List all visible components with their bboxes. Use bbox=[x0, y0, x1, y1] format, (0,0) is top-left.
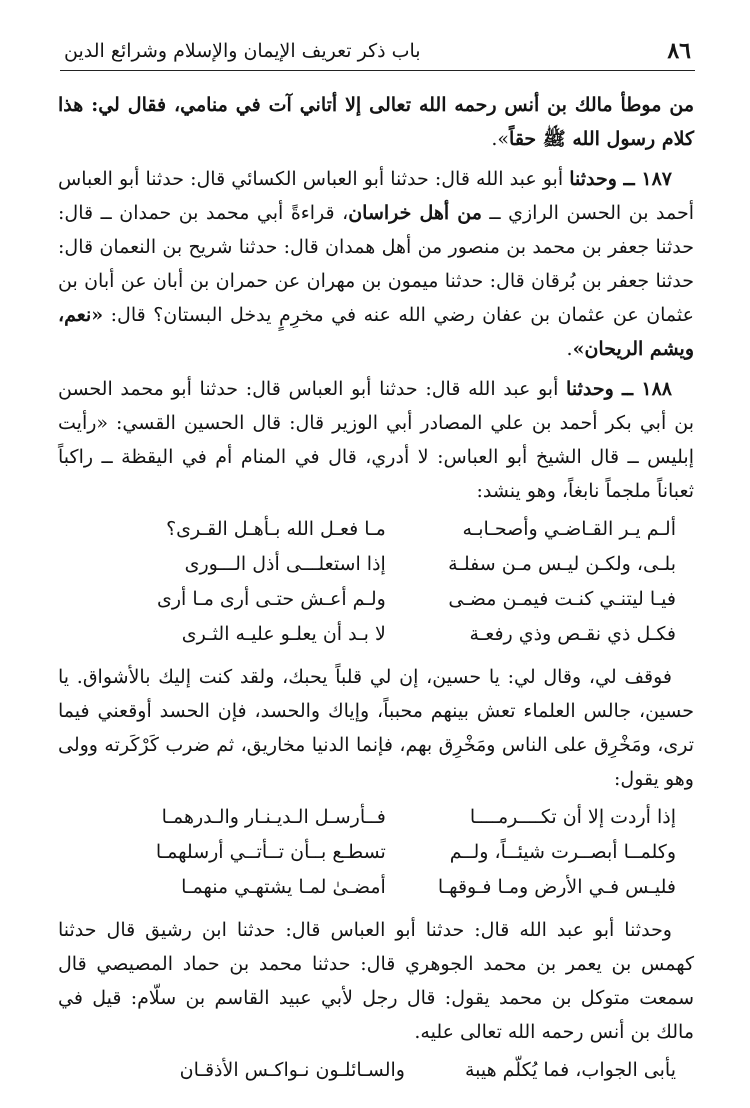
quote-tail: ». bbox=[491, 128, 510, 150]
hadith-188 bbox=[58, 372, 694, 508]
poem-block-2 bbox=[58, 800, 694, 905]
verse-second-hemistich: فــأرسـل الـديـنـار والـدرهمـا bbox=[161, 806, 386, 828]
poem-verse bbox=[58, 582, 694, 617]
page-body bbox=[58, 88, 694, 1096]
page-header bbox=[60, 36, 695, 71]
hadith-text: أبو عبد الله قال: حدثنا أبو العباس قال: حدثنا أبو محمد الحسن بن أبي بكر أحمد بن علي المصادر أبي الوزير قال: قال الحسين القسي: «رأيت إبليس ــ قال الشيخ أبو العباس: لا أدري، قال في المنام أم في اليقظة ــ راكباً ثعباناً ملجماً نابغاً، وهو ينشد: bbox=[58, 378, 694, 502]
paragraph-iblis-speech bbox=[58, 660, 694, 796]
hadith-number: ١٨٨ ــ وحدثنا bbox=[566, 378, 672, 400]
verse-second-hemistich: مـا فعـل الله بـأهـل القـرى؟ bbox=[166, 518, 386, 540]
verse-second-hemistich: إذا استعلـــى أذل الـــورى bbox=[184, 553, 386, 575]
poem-verse bbox=[58, 1053, 694, 1088]
verse-second-hemistich: أمضـىٰ لمـا يشتهـي منهمـا bbox=[181, 876, 386, 898]
hadith-bold-phrase: من أهل خراسان bbox=[348, 202, 482, 224]
running-title: باب ذكر تعريف الإيمان والإسلام وشرائع الدين bbox=[64, 40, 421, 62]
hadith-end: . bbox=[566, 338, 573, 360]
paragraph-continuation bbox=[58, 88, 694, 156]
verse-second-hemistich: تسطـع بــأن تــأتــي أرسلهمـا bbox=[155, 841, 386, 863]
verse-second-hemistich: والسـائلـون نـواكـس الأذقـان bbox=[179, 1059, 405, 1081]
verse-second-hemistich: ولـم أعـش حتـى أرى مـا أرى bbox=[156, 588, 386, 610]
hadith-text-continued: ، قراءةً أبي محمد بن حمدان ــ قال: حدثنا جعفر بن محمد بن منصور من أهل همدان قال: حدثنا شريح بن النعمان قال: حدثنا جعفر بن بُرقان قال: حدثنا ميمون بن مهران عن حمران بن أبان عن أبان بن عثمان عن عثمان بن عفان رضي الله عنه في مخرِمٍ يدخل البستان؟ قال: bbox=[58, 202, 694, 326]
paragraph-text: فوقف لي، وقال لي: يا حسين، إن لي قلباً يحبك، ولقد كنت إليك بالأشواق. يا حسين، جالس العلماء تعش بينهم محبباً، وإياك والحسد، فإن الحسد أوقعني فيما ترى، ومَخْرِق على الناس ومَخْرِق بهم، فإنما الدنيا مخاريق، ثم ضرب كَرْكَرته وولى وهو يقول: bbox=[58, 666, 694, 790]
hadith-text: أبو عبد الله قال: حدثنا أبو العباس الكسائي قال: حدثنا أبو العباس أحمد بن الحسن الرازي ــ bbox=[58, 168, 694, 224]
final-verse-block bbox=[58, 1053, 694, 1088]
poem-verse bbox=[58, 870, 694, 905]
verse-first-hemistich: ألـم يـر القـاضـي وأصحـابـه bbox=[462, 518, 676, 540]
hadith-187 bbox=[58, 162, 694, 366]
verse-first-hemistich: فيـا ليتنـي كنـت فيمـن مضـى bbox=[448, 588, 676, 610]
quote-bold-text: من موطأ مالك بن أنس رحمه الله تعالى إلا أتاني آت في منامي، فقال لي: هذا كلام رسول الله ﷺ حقاً bbox=[58, 94, 694, 150]
poem-verse bbox=[58, 617, 694, 652]
hadith-number: ١٨٧ ــ وحدثنا bbox=[569, 168, 672, 190]
paragraph-last bbox=[58, 913, 694, 1049]
verse-second-hemistich: لا بـد أن يعلـو عليـه الثـرى bbox=[181, 623, 386, 645]
page-number: ٨٦ bbox=[667, 38, 691, 64]
paragraph-text: وحدثنا أبو عبد الله قال: حدثنا أبو العباس قال: حدثنا ابن رشيق قال حدثنا كهمس بن يعمر بن محمد الجوهري قال: حدثنا محمد بن حماد المصيصي قال سمعت متوكل بن محمد يقول: قال رجل لأبي عبيد القاسم بن سلّام: قيل في مالك بن أنس رحمه الله تعالى عليه. bbox=[58, 919, 694, 1043]
poem-verse bbox=[58, 512, 694, 547]
verse-first-hemistich: بلـى، ولكـن ليـس مـن سفلـة bbox=[448, 553, 676, 575]
poem-verse bbox=[58, 800, 694, 835]
poem-verse bbox=[58, 835, 694, 870]
verse-first-hemistich: إذا أردت إلا أن تكــــرمــــا bbox=[469, 806, 676, 828]
verse-first-hemistich: فليـس فـي الأرض ومـا فـوقهـا bbox=[437, 876, 676, 898]
verse-first-hemistich: وكلمــا أبصــرت شيئــاً، ولــم bbox=[449, 841, 676, 863]
verse-first-hemistich: فكـل ذي نقـص وذي رفعـة bbox=[469, 623, 676, 645]
poem-block-1 bbox=[58, 512, 694, 652]
poem-verse bbox=[58, 547, 694, 582]
verse-first-hemistich: يأبى الجواب، فما يُكلّم هيبة bbox=[464, 1059, 676, 1081]
hadith-answer: «نعم، ويشم الريحان» bbox=[58, 304, 694, 360]
